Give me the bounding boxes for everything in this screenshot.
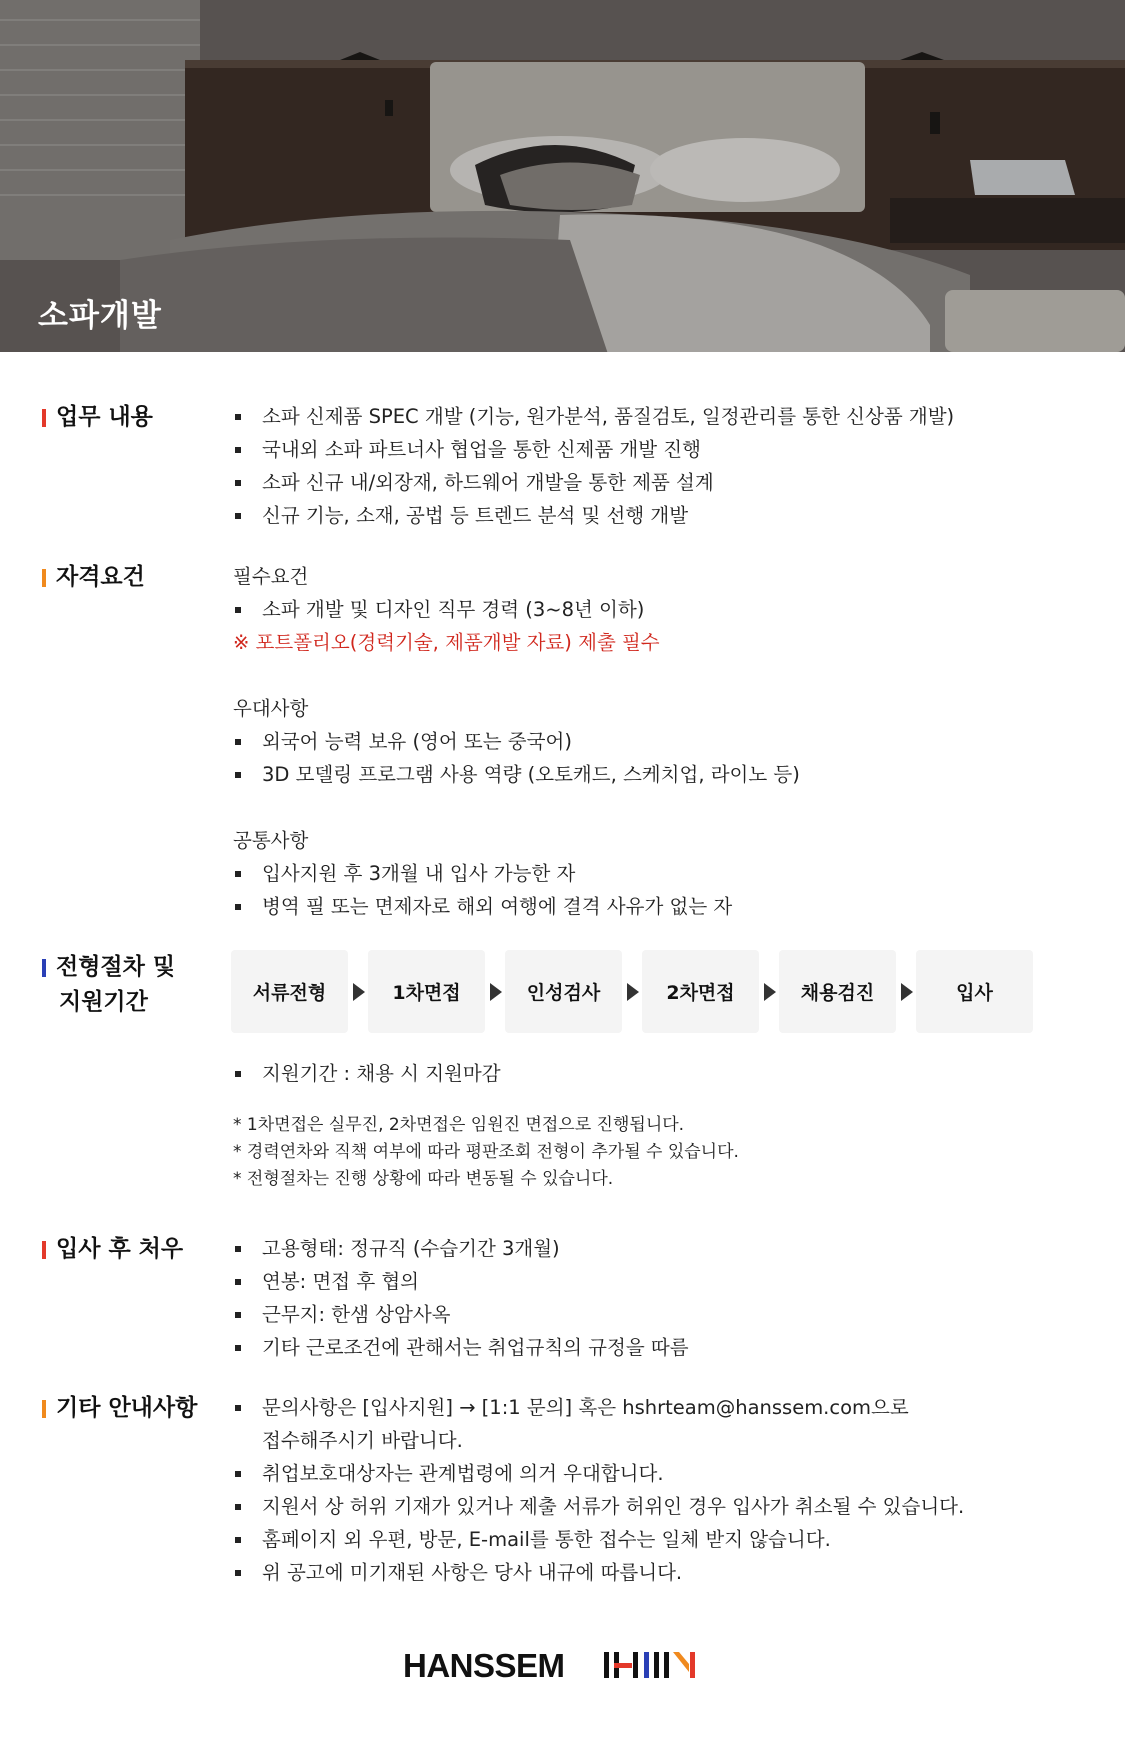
section-title: 기타 안내사항: [44, 1391, 197, 1426]
section-title-bar: [42, 569, 46, 587]
required-label: 필수요건: [233, 565, 309, 588]
list-item: 기타 근로조건에 관해서는 취업규칙의 규정을 따름: [233, 1331, 1093, 1364]
section-title: 업무 내용: [44, 400, 153, 435]
list-item: 3D 모델링 프로그램 사용 역량 (오토캐드, 스케치업, 라이노 등): [233, 758, 1093, 791]
list-item: 지원서 상 허위 기재가 있거나 제출 서류가 허위인 경우 입사가 취소될 수 있습니다.: [233, 1490, 1093, 1523]
list-item: 홈페이지 외 우편, 방문, E-mail를 통한 접수는 일체 받지 않습니다.: [233, 1523, 1093, 1556]
benefits-list: [233, 1232, 1093, 1364]
page-title: 소파개발: [38, 298, 162, 334]
list-item: 입사지원 후 3개월 내 입사 가능한 자: [233, 857, 1093, 890]
arrow-right-icon: [764, 983, 776, 1001]
list-item: 고용형태: 정규직 (수습기간 3개월): [233, 1232, 1093, 1265]
process-note: * 1차면접은 실무진, 2차면접은 임원진 면접으로 진행됩니다.: [233, 1115, 685, 1135]
arrow-right-icon: [901, 983, 913, 1001]
step-medical-check: 채용검진: [779, 950, 896, 1033]
section-title: 전형절차 및 지원기간: [44, 950, 175, 1020]
step-join: 입사: [916, 950, 1033, 1033]
process-note: * 경력연차와 직책 여부에 따라 평판조회 전형이 추가될 수 있습니다.: [233, 1142, 739, 1162]
logo-wordmark: HANSSEM: [403, 1649, 565, 1681]
list-item: 위 공고에 미기재된 사항은 당사 내규에 따릅니다.: [233, 1556, 1093, 1589]
section-title-bar: [42, 1241, 46, 1259]
list-item: 문의사항은 [입사지원] → [1:1 문의] 혹은 hshrteam@hanssem.com으로 접수해주시기 바랍니다.: [233, 1391, 1093, 1457]
bedroom-photo: [0, 0, 1125, 352]
list-item: 외국어 능력 보유 (영어 또는 중국어): [233, 725, 1093, 758]
section-title-bar: [42, 409, 46, 427]
section-title: 입사 후 처우: [44, 1232, 183, 1267]
section-title: 자격요건: [44, 560, 145, 595]
section-title-bar: [42, 959, 46, 977]
list-item: 국내외 소파 파트너사 협업을 통한 신제품 개발 진행: [233, 433, 1093, 466]
hanssem-logo: [403, 1649, 725, 1685]
list-item: 소파 신규 내/외장재, 하드웨어 개발을 통한 제품 설계: [233, 466, 1093, 499]
arrow-right-icon: [627, 983, 639, 1001]
step-first-interview: 1차면접: [368, 950, 485, 1033]
portfolio-note: ※ 포트폴리오(경력기술, 제품개발 자료) 제출 필수: [233, 631, 660, 654]
preferred-label: 우대사항: [233, 697, 309, 720]
hero-banner: [0, 0, 1125, 352]
list-item: 병역 필 또는 면제자로 해외 여행에 결격 사유가 없는 자: [233, 890, 1093, 923]
arrow-right-icon: [490, 983, 502, 1001]
process-details: [233, 1057, 1093, 1193]
step-document-screening: 서류전형: [231, 950, 348, 1033]
list-item: 신규 기능, 소재, 공법 등 트렌드 분석 및 선행 개발: [233, 499, 1093, 532]
list-item: 소파 개발 및 디자인 직무 경력 (3~8년 이하): [233, 593, 1093, 626]
section-title-bar: [42, 1400, 46, 1418]
process-note: * 전형절차는 진행 상황에 따라 변동될 수 있습니다.: [233, 1169, 614, 1189]
qualifications-content: [233, 560, 1093, 923]
arrow-right-icon: [353, 983, 365, 1001]
list-item: 근무지: 한샘 상암사옥: [233, 1298, 1093, 1331]
common-label: 공통사항: [233, 829, 309, 852]
others-list: [233, 1391, 1093, 1589]
list-item: 연봉: 면접 후 협의: [233, 1265, 1093, 1298]
step-second-interview: 2차면접: [642, 950, 759, 1033]
step-personality-test: 인성검사: [505, 950, 622, 1033]
list-item: 소파 신제품 SPEC 개발 (기능, 원가분석, 품질검토, 일정관리를 통한 신상품 개발): [233, 400, 1093, 433]
duties-list: [233, 400, 1093, 532]
application-period: 지원기간 : 채용 시 지원마감: [233, 1057, 1093, 1090]
list-item: 취업보호대상자는 관계법령에 의거 우대합니다.: [233, 1457, 1093, 1490]
hanssem-logo-mark: [403, 1649, 725, 1681]
